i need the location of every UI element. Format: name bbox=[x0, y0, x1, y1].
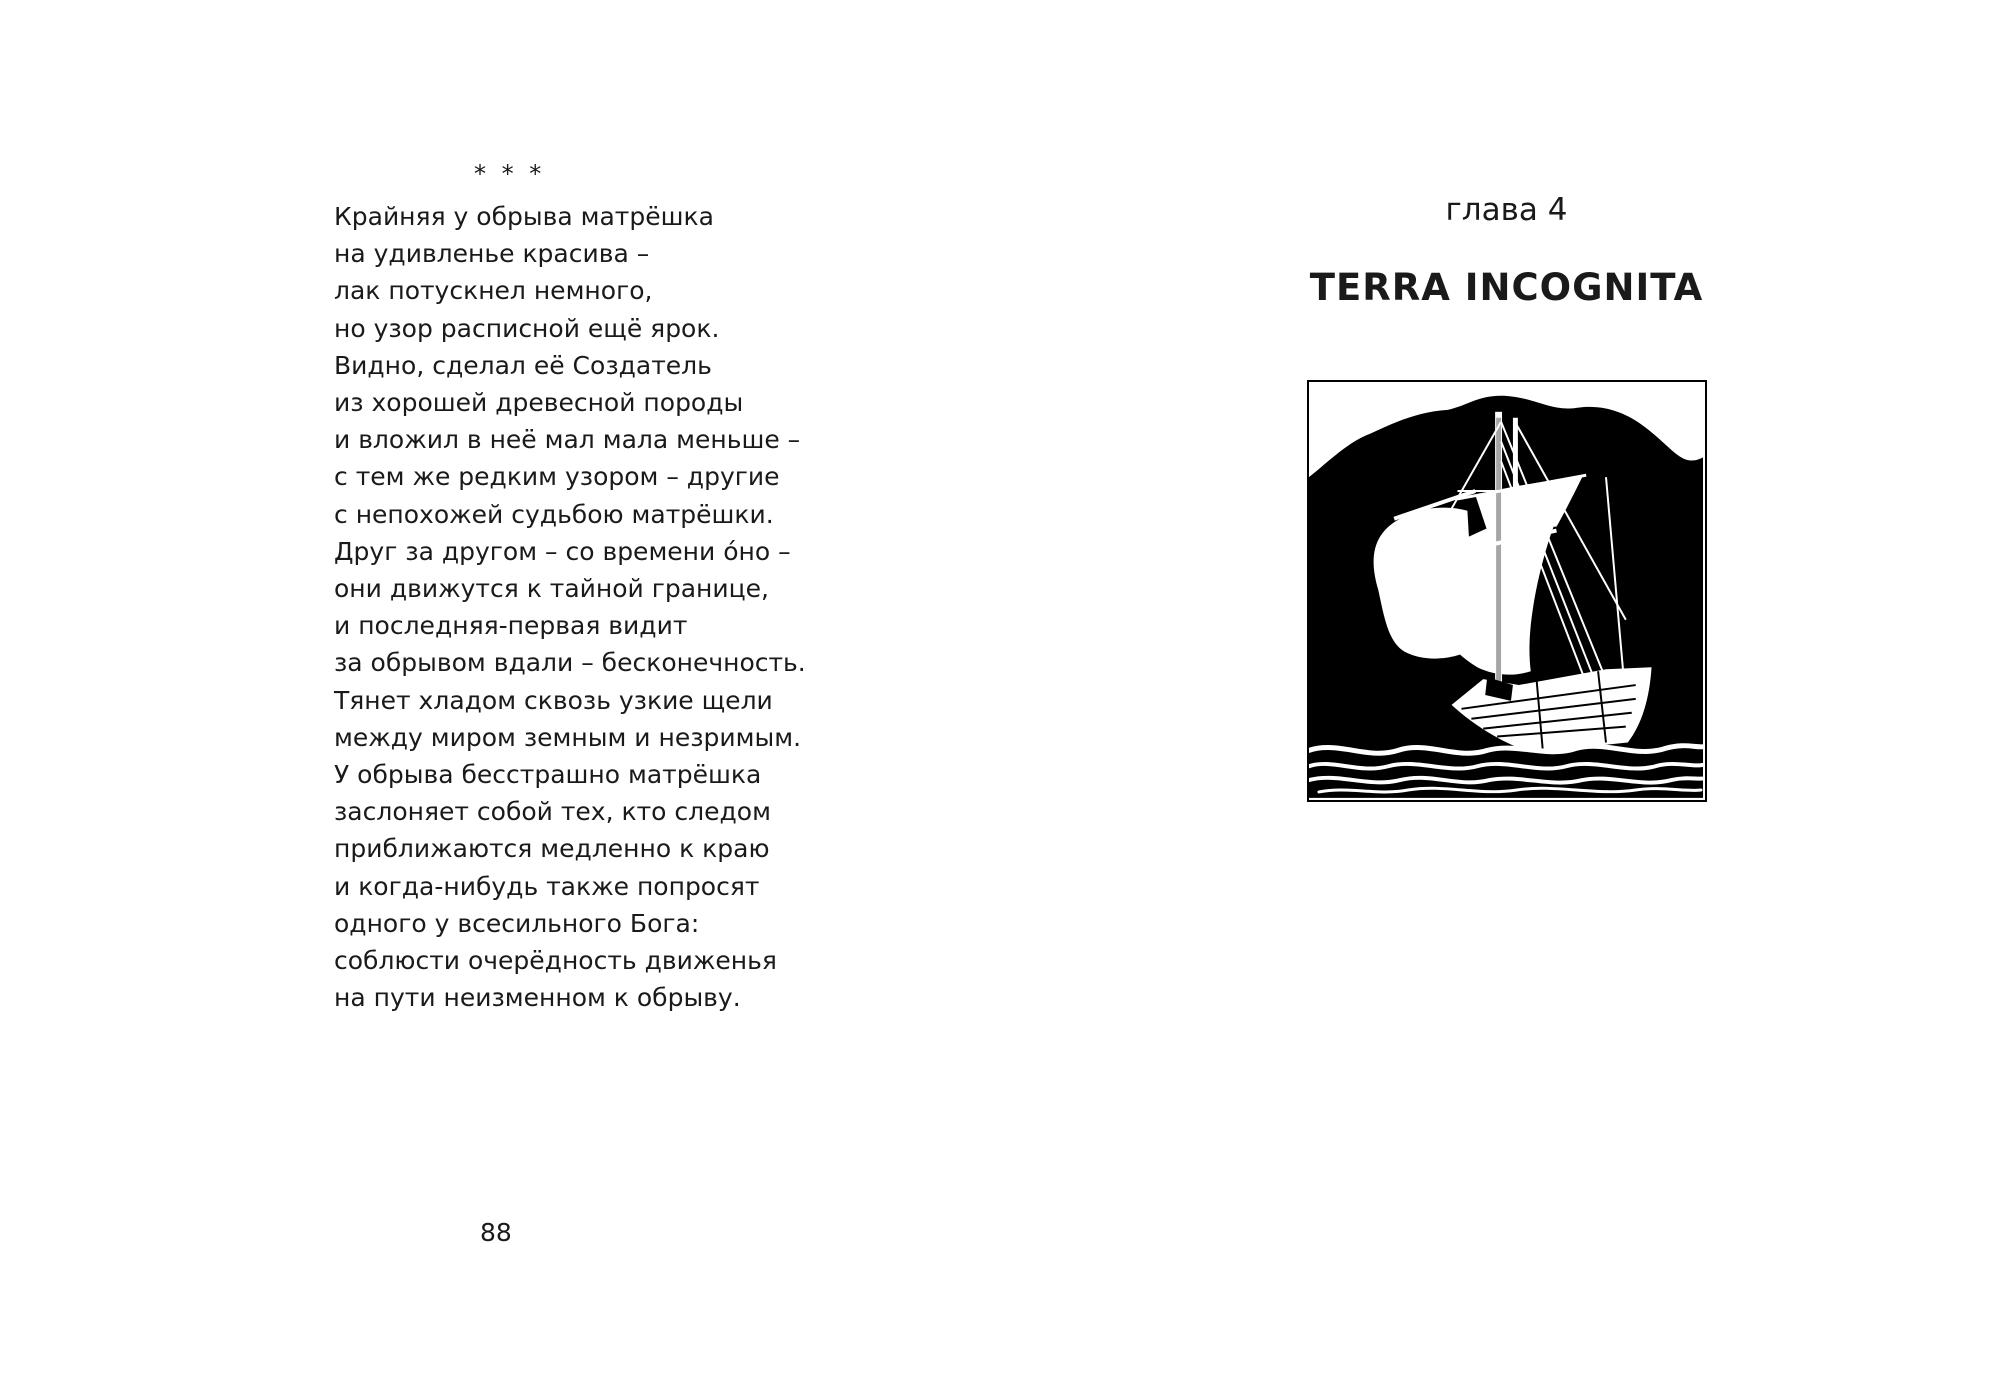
poem-line: Видно, сделал её Создатель bbox=[334, 350, 712, 380]
poem-line: на пути неизменном к обрыву. bbox=[334, 983, 741, 1013]
section-separator: * * * bbox=[474, 160, 546, 188]
poem-line: лак потускнел немного, bbox=[334, 276, 653, 306]
poem-line: на удивленье красива – bbox=[334, 239, 650, 269]
right-page bbox=[1004, 0, 2009, 1386]
poem-line: за обрывом вдали – бесконечность. bbox=[334, 648, 806, 678]
page-number: 88 bbox=[480, 1218, 512, 1247]
chapter-title: TERRA INCOGNITA bbox=[1309, 266, 1704, 309]
left-page bbox=[0, 0, 1004, 1386]
poem-line: приближаются медленно к краю bbox=[334, 834, 770, 864]
poem bbox=[334, 198, 806, 1016]
poem-line: между миром земным и незримым. bbox=[334, 722, 802, 752]
poem-line: они движутся к тайной границе, bbox=[334, 574, 769, 604]
poem-line: и вложил в неё мал мала меньше – bbox=[334, 425, 801, 455]
poem-line: Тянет хладом сквозь узкие щели bbox=[334, 685, 773, 715]
poem-line: заслоняет собой тех, кто следом bbox=[334, 797, 771, 827]
poem-line: с тем же редким узором – другие bbox=[334, 462, 780, 492]
ship-illustration bbox=[1307, 380, 1707, 802]
poem-line: и последняя-первая видит bbox=[334, 611, 688, 641]
poem-line: одного у всесильного Бога: bbox=[334, 908, 700, 938]
poem-line: У обрыва бесстрашно матрёшка bbox=[334, 760, 762, 790]
poem-line: и когда-нибудь также попросят bbox=[334, 871, 760, 901]
chapter-label: глава 4 bbox=[1445, 192, 1568, 228]
poem-line: соблюсти очерёдность движенья bbox=[334, 946, 777, 976]
poem-line: с непохожей судьбою матрёшки. bbox=[334, 499, 774, 529]
poem-line: Крайняя у обрыва матрёшка bbox=[334, 202, 714, 231]
sailing-ship-icon bbox=[1309, 382, 1705, 800]
poem-line: Друг за другом – со времени о́но – bbox=[334, 536, 791, 566]
poem-line: но узор расписной ещё ярок. bbox=[334, 313, 720, 343]
poem-line: из хорошей древесной породы bbox=[334, 388, 744, 418]
